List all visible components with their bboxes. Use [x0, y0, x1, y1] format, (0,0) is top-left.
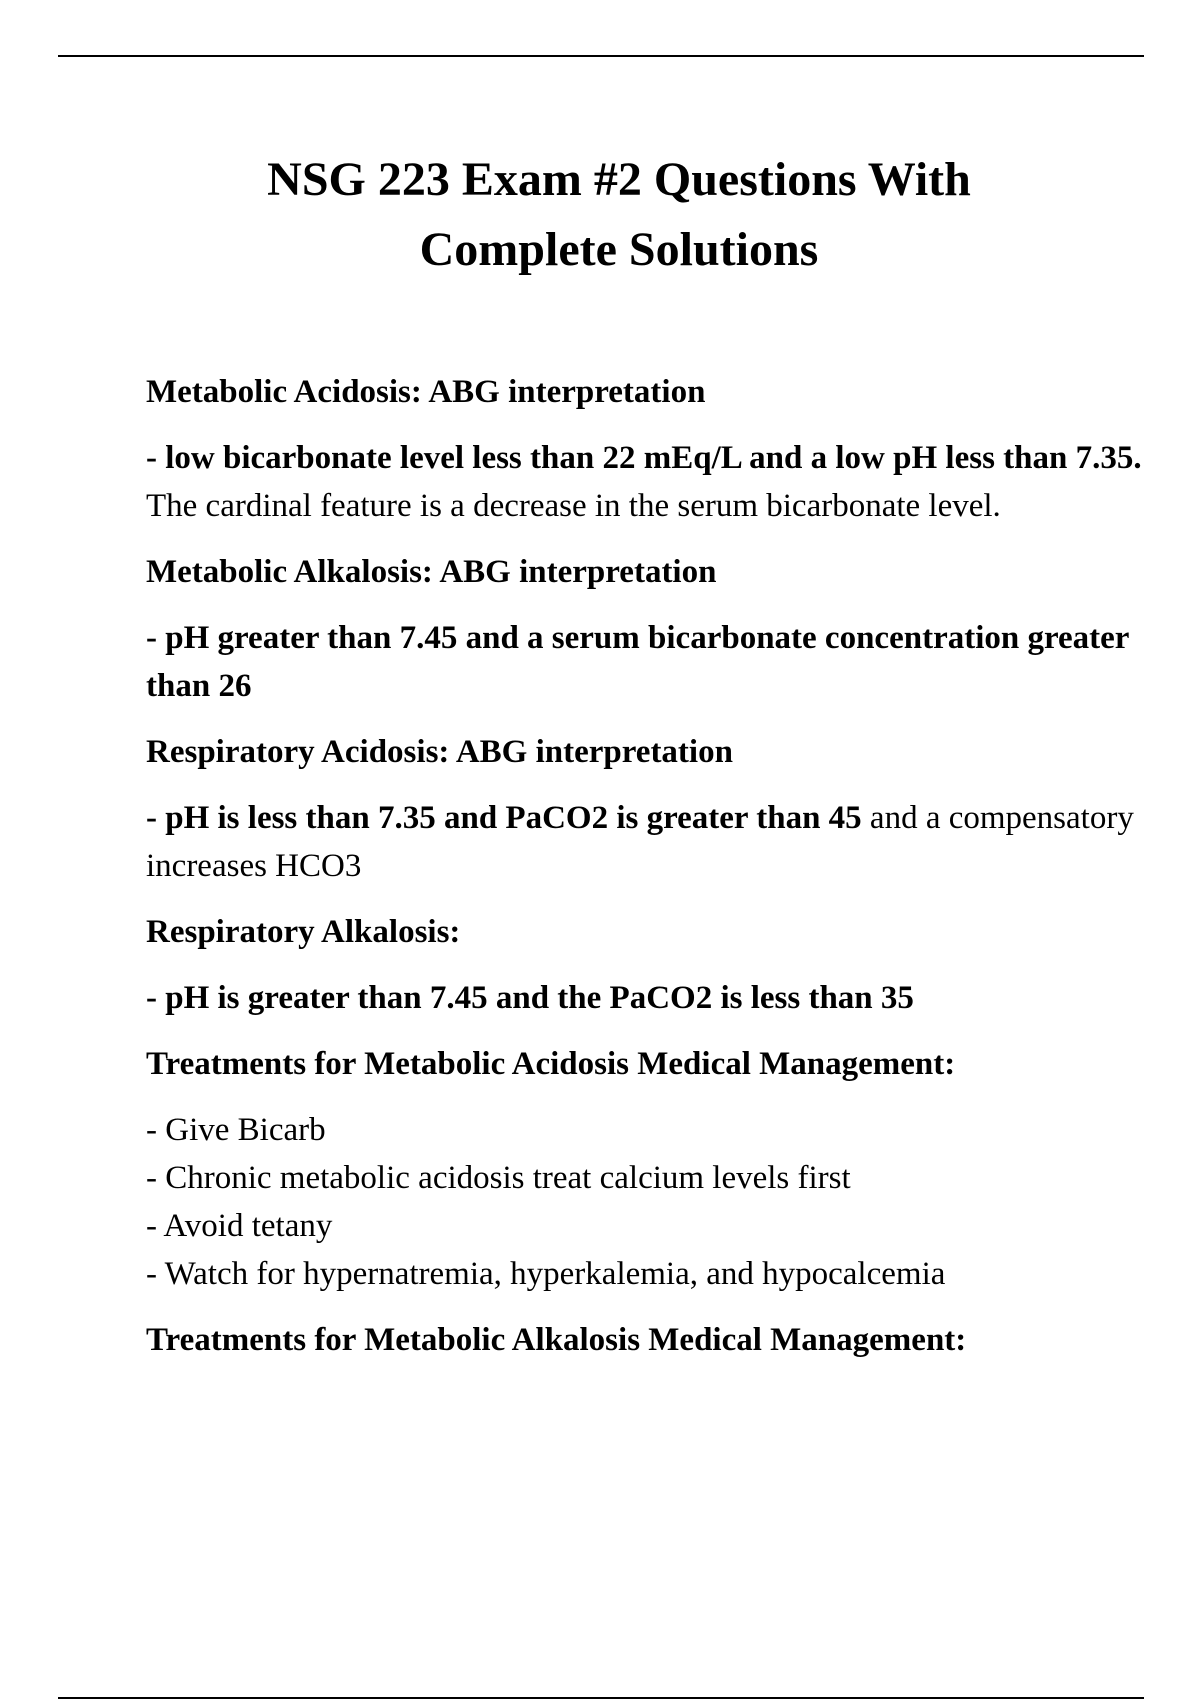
- list-item: - Chronic metabolic acidosis treat calcium levels first: [146, 1160, 851, 1196]
- treatment-list: [146, 1106, 1146, 1298]
- bottom-rule: [58, 1697, 1144, 1699]
- question-metabolic-alkalosis: Metabolic Alkalosis: ABG interpretation: [146, 554, 717, 590]
- list-item: - Watch for hypernatremia, hyperkalemia, and hypocalcemia: [146, 1256, 946, 1292]
- answer-key-text: - pH greater than 7.45 and a serum bicarbonate concentration greater than 26: [146, 620, 1129, 704]
- top-rule: [58, 55, 1144, 57]
- title-line: NSG 223 Exam #2 Questions With: [267, 153, 971, 206]
- answer-key-text: - pH is less than 7.35 and PaCO2 is greater than 45: [146, 800, 862, 836]
- question-respiratory-acidosis: Respiratory Acidosis: ABG interpretation: [146, 734, 733, 770]
- question-metabolic-acidosis: Metabolic Acidosis: ABG interpretation: [146, 374, 706, 410]
- question-respiratory-alkalosis: Respiratory Alkalosis:: [146, 914, 461, 950]
- answer-key-text: - low bicarbonate level less than 22 mEq/L and a low pH less than 7.35.: [146, 440, 1142, 476]
- page-title: [0, 145, 1200, 285]
- answer-metabolic-acidosis: [146, 434, 1146, 530]
- question-metabolic-alkalosis-treatment: Treatments for Metabolic Alkalosis Medical Management:: [146, 1322, 967, 1358]
- answer-detail-text: and a compensatory increases HCO3: [146, 800, 1134, 884]
- answer-key-text: - pH is greater than 7.45 and the PaCO2 is less than 35: [146, 980, 914, 1016]
- answer-metabolic-alkalosis: [146, 614, 1146, 710]
- document-body: [146, 368, 1146, 1382]
- list-item: - Give Bicarb: [146, 1112, 326, 1148]
- answer-respiratory-acidosis: [146, 794, 1146, 890]
- question-metabolic-acidosis-treatment: Treatments for Metabolic Acidosis Medical Management:: [146, 1046, 956, 1082]
- list-item: - Avoid tetany: [146, 1208, 333, 1244]
- title-line: Complete Solutions: [419, 223, 819, 276]
- answer-respiratory-alkalosis: [146, 974, 1146, 1022]
- answer-metabolic-acidosis-treatment: [146, 1106, 1146, 1298]
- answer-detail-text: The cardinal feature is a decrease in the serum bicarbonate level.: [146, 488, 1001, 524]
